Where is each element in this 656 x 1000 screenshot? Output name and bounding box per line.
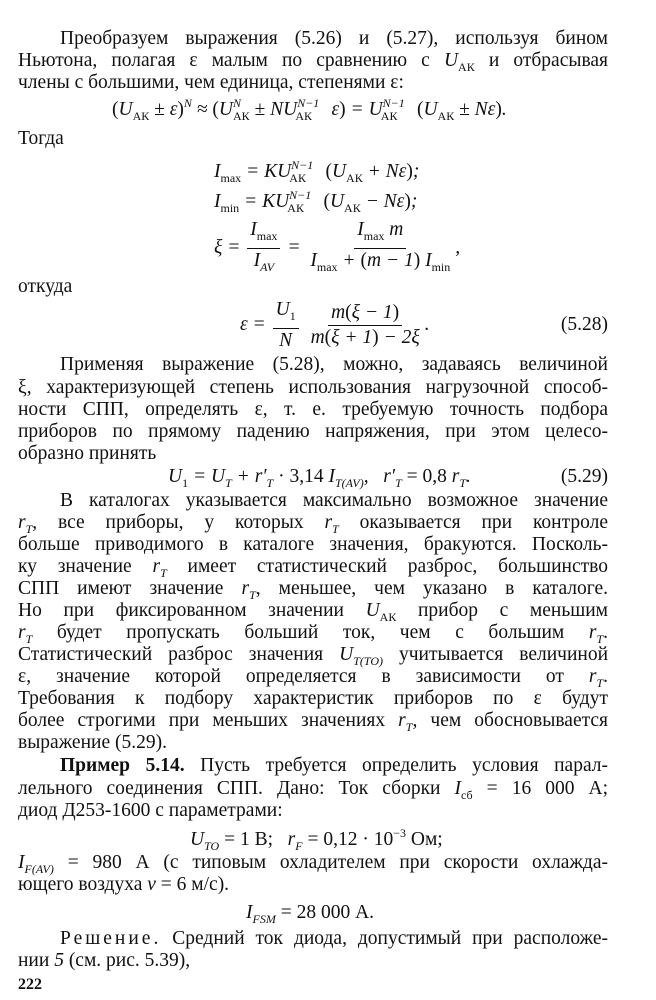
text-line: Тогда: [18, 128, 64, 149]
text-line: больше приводимого в каталоге значения, бракуются. Посколь-: [18, 534, 608, 555]
equation-5-28: ε = $\frac{U_1}{N}$ $\frac{m(\xi - 1)}{m(\xi + 1) - 2\xi}$ .: [240, 299, 430, 351]
text-line: Преобразуем выражения (5.26) и (5.27), используя бином: [60, 28, 608, 49]
equation-number: (5.29): [560, 466, 608, 487]
equation-xi: ξ = $\frac{I_{max}}{I_{AV}}$ = $\frac{I_{max} m}{I_{max} + (m - 1) I_{min}}$ ,: [214, 219, 461, 274]
text-line: $I_{F(AV)} = 980$ А (с типовым охладителем при скорости охлажда-: [18, 852, 609, 876]
equation-imin: $I_{min} = KU^{N-1}_{АК}$ $(U_{АК} - N\varepsilon)$;: [214, 188, 418, 215]
equation-binomial: $(U_{АК} \pm \varepsilon)^N \approx (U^N_{АК} \pm NU^{N-1}_{АК}$ $\varepsilon) = U^{N-1}_{АК}$ $(U_{АК} \pm N\varepsilon)$.: [112, 96, 507, 123]
text-line: В каталогах указывается максимально возможное значение: [60, 490, 608, 511]
equation-imax: $I_{max} = KU^{N-1}_{АК}$ $(U_{АК} + N\varepsilon)$;: [214, 158, 420, 185]
text-line: Статистический разброс значения $U_{T(TO)}$ учитывается величиной: [18, 644, 609, 668]
text-line: члены с большими, чем единица, степенями ε:: [18, 72, 404, 93]
equation-ifsm: $I_{FSM} = 28$ 000 А.: [246, 902, 375, 926]
text-line: СПП имеют значение $r_T$, меньшее, чем указано в каталоге.: [18, 578, 609, 602]
text-line: лельного соединения СПП. Дано: Ток сборки $I_{сб} = 16$ 000 А;: [18, 778, 609, 802]
text-line: ку значение $r_T$ имеет статистический разброс, большинство: [18, 556, 608, 580]
text-line: образно принять: [18, 443, 157, 464]
text-line: ξ, характеризующей степень использования нагрузочной способ-: [18, 377, 608, 398]
text-line: более строгими при меньших значениях $r_T$, чем обосновывается: [18, 710, 608, 734]
text-line: выражение (5.29).: [18, 732, 167, 753]
equation-number: (5.28): [560, 314, 608, 335]
equation-5-29: $U_1 = U_T + r'_T \cdot 3,14$ $I_{T(AV)}$, $r'_T = 0,8$ $r_T$.: [168, 466, 471, 490]
text-line: Ньютона, полагая ε малым по сравнению с $U_{АК}$ и отбрасывая: [18, 50, 609, 74]
text-line: ющего воздуха v = 6 м/с).: [18, 874, 230, 895]
text-line: Применяя выражение (5.28), можно, задаваясь величиной: [60, 354, 608, 375]
text-line: Пример 5.14. Пусть требуется определить условия парал-: [60, 755, 609, 776]
text-line: нии 5 (см. рис. 5.39),: [18, 950, 191, 971]
text-line: диод Д253-1600 с параметрами:: [18, 800, 283, 821]
text-line: $r_T$ будет пропускать больший ток, чем с большим $r_T$.: [18, 622, 609, 646]
text-line: откуда: [18, 276, 73, 297]
example-title: Пример 5.14.: [60, 755, 185, 776]
text-line: Решение. Средний ток диода, допустимый при расположе-: [60, 928, 609, 949]
text-line: ε, значение которой определяется в зависимости от $r_T$.: [18, 666, 608, 690]
text-line: Требования к подбору характеристик приборов по ε будут: [18, 688, 608, 709]
solution-label: Решение.: [60, 928, 162, 949]
page-number: 222: [18, 976, 42, 993]
text-line: Но при фиксированном значении $U_{АК}$ прибор с меньшим: [18, 600, 609, 624]
text-line: $r_T$, все приборы, у которых $r_T$ оказывается при контроле: [18, 512, 608, 536]
text-line: ности СПП, определять ε, т. е. требуемую точность подбора: [18, 399, 608, 420]
equation-params: $U_{TO} = 1$ В; $r_F = 0,12 \cdot 10^{-3}$ Ом;: [190, 826, 443, 853]
text-line: приборов по прямому падению напряжения, при этом целесо-: [18, 421, 608, 442]
